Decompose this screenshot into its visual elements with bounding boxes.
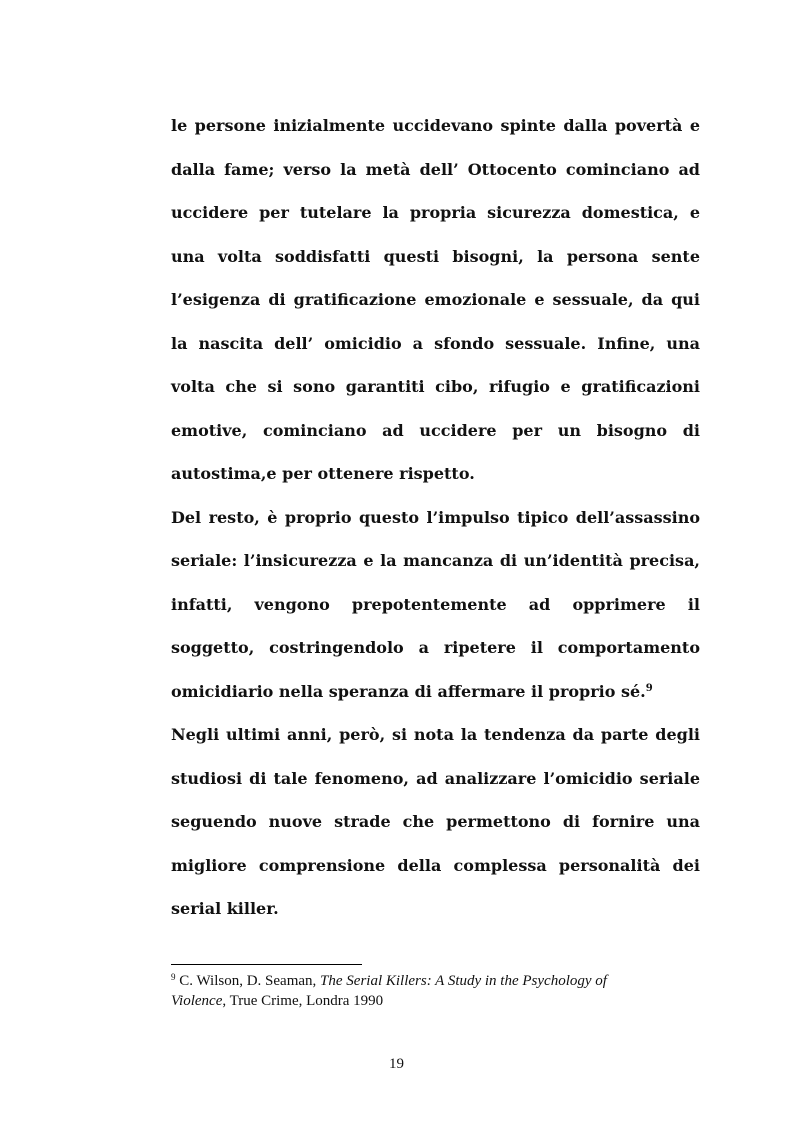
footnote-publisher: , True Crime, Londra 1990 xyxy=(222,993,384,1009)
body-line: emotive, cominciano ad uccidere per un bisogno di xyxy=(171,420,700,440)
page-number: 19 xyxy=(389,1056,404,1072)
footnote-number: 9 xyxy=(171,972,176,982)
body-line: serial killer. xyxy=(171,899,279,918)
footnote-reference[interactable]: 9 xyxy=(645,682,653,694)
footnote-line xyxy=(171,971,700,991)
body-line: una volta soddisfatti questi bisogni, la persona sente xyxy=(171,246,700,266)
body-line: seriale: l’insicurezza e la mancanza di un’identità precisa, xyxy=(171,551,700,570)
footnote-title: The Serial Killers: A Study in the Psychology of xyxy=(320,973,607,989)
body-line: le persone inizialmente uccidevano spinte dalla povertà e xyxy=(171,116,700,135)
body-line: soggetto, costringendolo a ripetere il comportamento xyxy=(171,638,700,657)
body-line: dalla fame; verso la metà dell’ Ottocento cominciano ad xyxy=(171,159,700,179)
footnote xyxy=(171,971,700,1011)
body-line-text: omicidiario nella speranza di affermare il proprio sé. xyxy=(171,681,646,701)
body-line: seguendo nuove strade che permettono di fornire una xyxy=(171,812,700,831)
footnote-separator xyxy=(171,964,362,965)
body-line: uccidere per tutelare la propria sicurezza domestica, e xyxy=(171,203,700,222)
body-text xyxy=(171,104,700,931)
body-line: infatti, vengono prepotentemente ad opprimere il xyxy=(171,594,700,614)
body-line xyxy=(171,670,700,714)
body-line: volta che si sono garantiti cibo, rifugio e gratificazioni xyxy=(171,377,700,396)
footnote-authors: C. Wilson, D. Seaman, xyxy=(175,973,321,989)
body-line: Del resto, è proprio questo l’impulso tipico dell’assassino xyxy=(171,507,700,527)
body-line: Negli ultimi anni, però, si nota la tendenza da parte degli xyxy=(171,725,700,744)
footnote-title-cont: Violence xyxy=(171,993,223,1009)
footnote-line xyxy=(171,991,700,1011)
body-line: studiosi di tale fenomeno, ad analizzare l’omicidio seriale xyxy=(171,768,700,788)
body-line: migliore comprensione della complessa personalità dei xyxy=(171,855,700,875)
body-line: l’esigenza di gratificazione emozionale e sessuale, da qui xyxy=(171,290,700,309)
body-line: autostima,e per ottenere rispetto. xyxy=(171,464,475,483)
body-line: la nascita dell’ omicidio a sfondo sessuale. Infine, una xyxy=(171,333,700,353)
